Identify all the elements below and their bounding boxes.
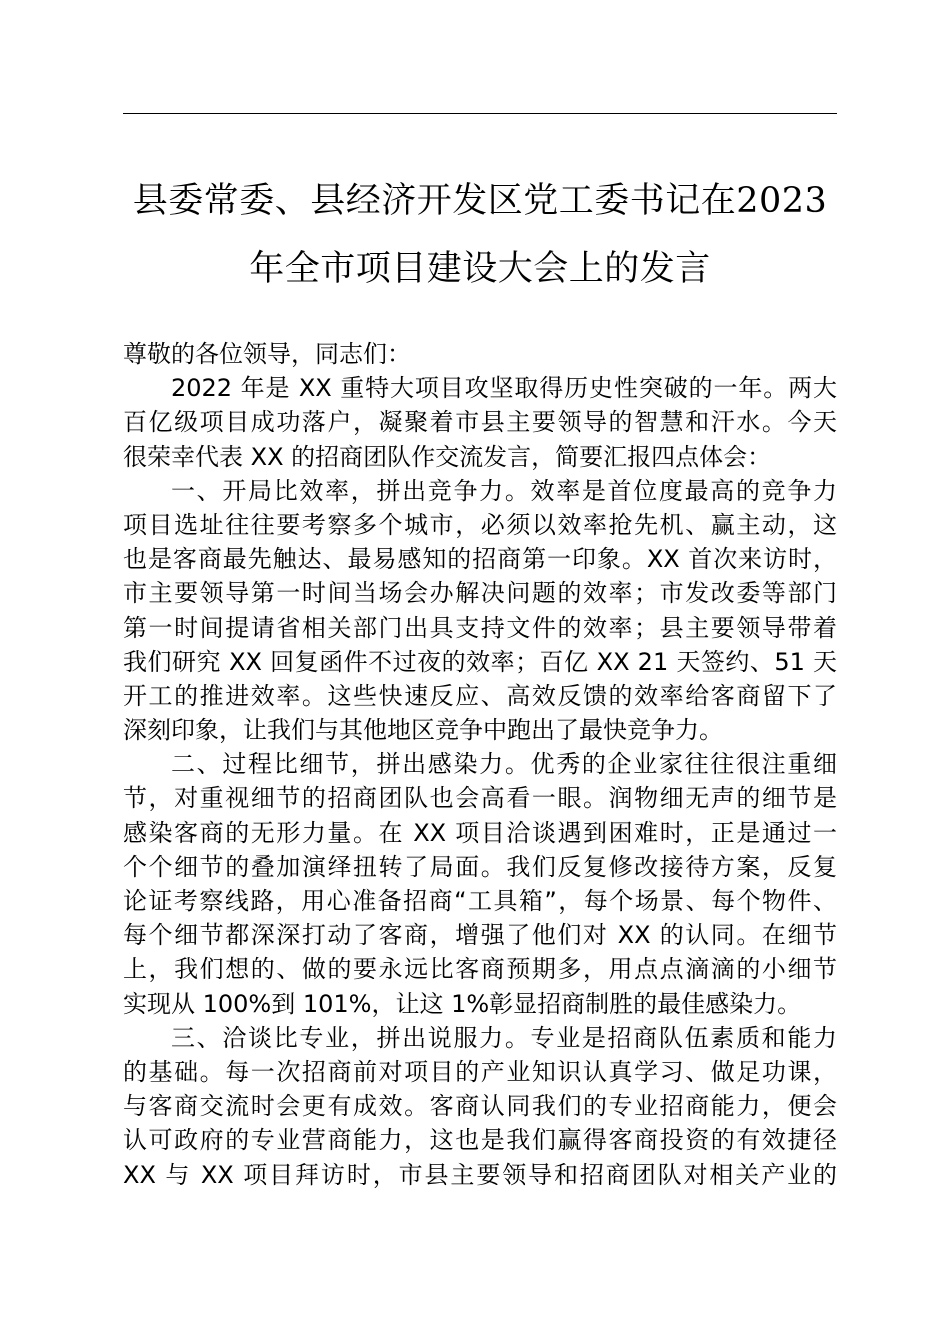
body-line: 项目选址往往要考察多个城市，必须以效率抢先机、赢主动，这 xyxy=(123,510,837,539)
body-line: XX 与 XX 项目拜访时，市县主要领导和招商团队对相关产业的 xyxy=(123,1160,837,1189)
salutation: 尊敬的各位领导，同志们： xyxy=(123,340,411,368)
body-line: 二、过程比细节，拼出感染力。优秀的企业家往往很注重细 xyxy=(171,750,837,779)
header-rule xyxy=(123,113,837,114)
body-line: 的基础。每一次招商前对项目的产业知识认真学习、做足功课， xyxy=(123,1057,837,1086)
body-line: 认可政府的专业营商能力，这也是我们赢得客商投资的有效捷径 xyxy=(123,1126,837,1155)
document-body xyxy=(123,337,837,1192)
body-line: 深刻印象，让我们与其他地区竞争中跑出了最快竞争力。 xyxy=(123,716,723,745)
body-line: 开工的推进效率。这些快速反应、高效反馈的效率给客商留下了 xyxy=(123,681,837,710)
body-line: 节，对重视细节的招商团队也会高看一眼。润物细无声的细节是 xyxy=(123,784,837,813)
body-line: 也是客商最先触达、最易感知的招商第一印象。XX 首次来访时， xyxy=(123,545,837,574)
body-line: 个个细节的叠加演绎扭转了局面。我们反复修改接待方案，反复 xyxy=(123,852,837,881)
body-line: 我们研究 XX 回复函件不过夜的效率；百亿 XX 21 天签约、51 天 xyxy=(123,647,837,676)
body-line: 感染客商的无形力量。在 XX 项目洽谈遇到困难时，正是通过一 xyxy=(123,818,837,847)
body-line: 很荣幸代表 XX 的招商团队作交流发言，简要汇报四点体会： xyxy=(123,442,772,471)
body-line: 2022 年是 XX 重特大项目攻坚取得历史性突破的一年。两大 xyxy=(171,374,837,403)
document-title-line-2: 年全市项目建设大会上的发言 xyxy=(249,249,711,289)
document-title-line-1: 县委常委、县经济开发区党工委书记在2023 xyxy=(132,181,828,221)
body-line: 每个细节都深深打动了客商，增强了他们对 XX 的认同。在细节 xyxy=(123,921,837,950)
body-line: 一、开局比效率，拼出竞争力。效率是首位度最高的竞争力 xyxy=(171,476,837,505)
body-line: 市主要领导第一时间当场会办解决问题的效率；市发改委等部门 xyxy=(123,579,837,608)
body-line: 与客商交流时会更有成效。客商认同我们的专业招商能力，便会 xyxy=(123,1092,837,1121)
body-line: 百亿级项目成功落户，凝聚着市县主要领导的智慧和汗水。今天 xyxy=(123,408,837,437)
body-line: 三、洽谈比专业，拼出说服力。专业是招商队伍素质和能力 xyxy=(171,1023,837,1052)
body-line: 实现从 100%到 101%，让这 1%彰显招商制胜的最佳感染力。 xyxy=(123,989,802,1018)
body-line: 论证考察线路，用心准备招商“工具箱”，每个场景、每个物件、 xyxy=(123,887,837,915)
body-line: 上，我们想的、做的要永远比客商预期多，用点点滴滴的小细节 xyxy=(123,955,837,984)
body-line: 第一时间提请省相关部门出具支持文件的效率；县主要领导带着 xyxy=(123,613,837,642)
